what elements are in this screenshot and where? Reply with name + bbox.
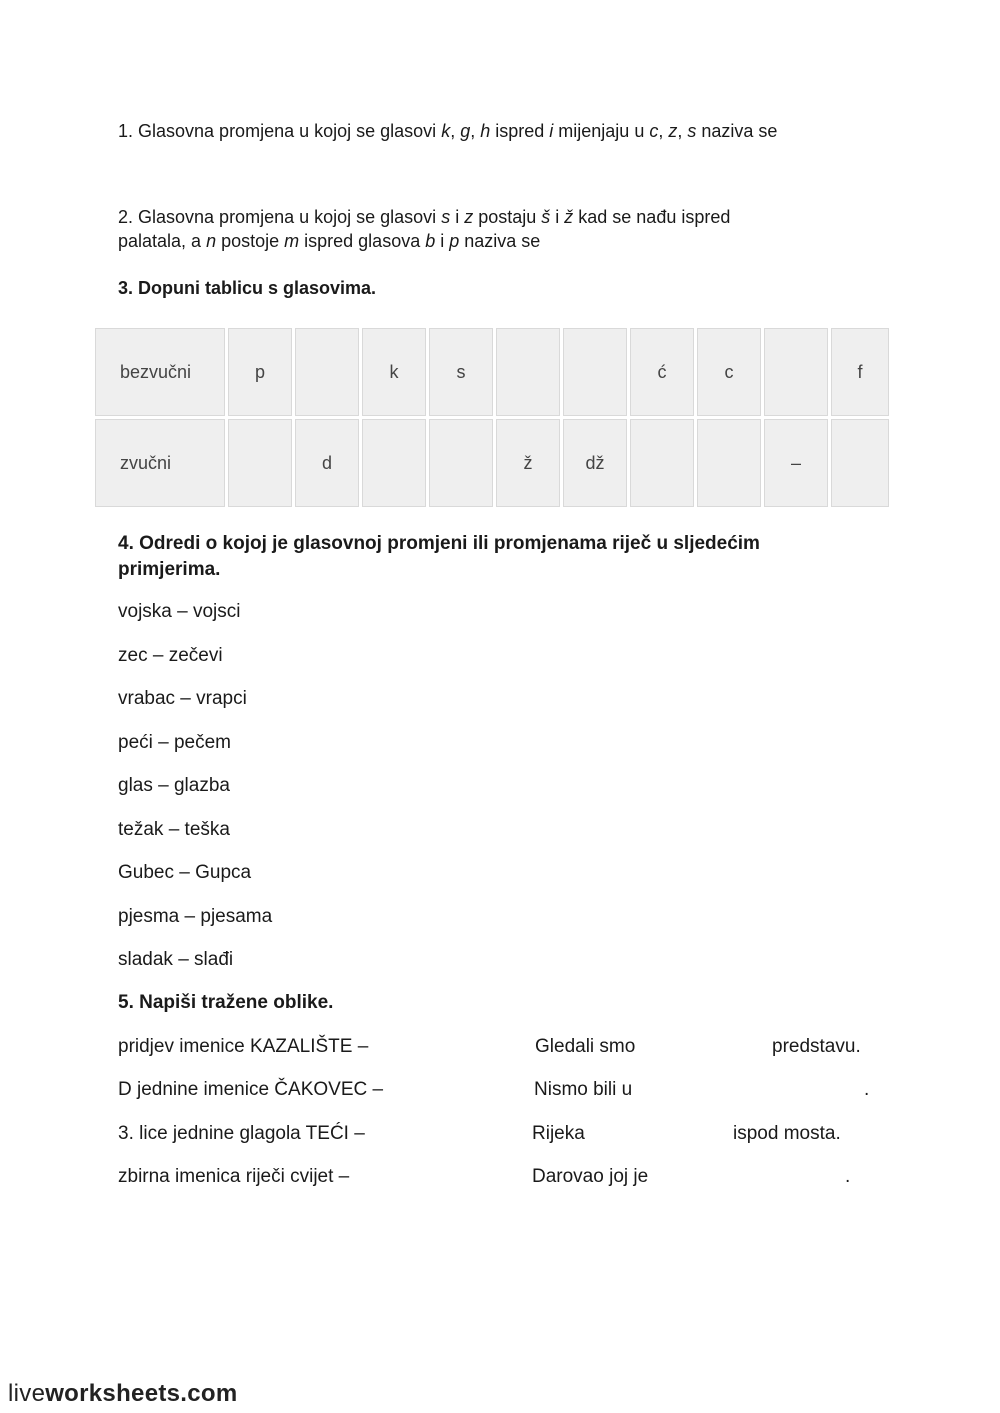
table-cell[interactable] [429, 419, 493, 507]
table-cell[interactable] [496, 328, 560, 416]
question-4-title: 4. Odredi o kojoj je glasovnoj promjeni ili promjenama riječ u sljedećim primjerima. [118, 533, 760, 580]
row-label-voiceless: bezvučni [95, 328, 225, 416]
list-item: peći – pečem [118, 732, 232, 753]
liveworksheets-logo[interactable]: liveworksheets.com [8, 1380, 238, 1407]
task-label: D jednine imenice ČAKOVEC – [118, 1079, 384, 1100]
table-cell[interactable]: dž [563, 419, 627, 507]
sentence-end: predstavu. [772, 1036, 861, 1057]
table-row-voiced [95, 419, 889, 507]
table-cell[interactable] [697, 419, 761, 507]
list-item: pjesma – pjesama [118, 906, 273, 927]
sentence-end: ispod mosta. [733, 1123, 841, 1144]
list-item: Gubec – Gupca [118, 862, 252, 883]
sentence-start: Nismo bili u [534, 1079, 633, 1100]
task-label: 3. lice jednine glagola TEĆI – [118, 1123, 365, 1144]
table-cell[interactable]: – [764, 419, 828, 507]
table-cell[interactable]: ć [630, 328, 694, 416]
table-cell[interactable] [630, 419, 694, 507]
task-label: pridjev imenice KAZALIŠTE – [118, 1036, 369, 1057]
question-5-title: 5. Napiši tražene oblike. [118, 992, 334, 1013]
table-cell[interactable] [831, 419, 889, 507]
table-cell[interactable]: p [228, 328, 292, 416]
table-row-voiceless [95, 328, 889, 416]
sentence-start: Gledali smo [535, 1036, 636, 1057]
question-2-line-2: palatala, a n postoje m ispred glasova b i p naziva se [118, 231, 541, 251]
table-cell[interactable]: d [295, 419, 359, 507]
question-2-line-1: 2. Glasovna promjena u kojoj se glasovi s i z postaju š i ž kad se nađu ispred [118, 207, 731, 227]
table-cell[interactable]: s [429, 328, 493, 416]
sentence-end: . [845, 1166, 851, 1187]
table-cell[interactable]: f [831, 328, 889, 416]
table-cell[interactable] [563, 328, 627, 416]
list-item: zec – zečevi [118, 645, 223, 666]
table-cell[interactable]: c [697, 328, 761, 416]
table-cell[interactable] [228, 419, 292, 507]
table-cell[interactable]: ž [496, 419, 560, 507]
question-2 [118, 205, 730, 253]
sound-table [92, 325, 892, 510]
table-cell[interactable] [362, 419, 426, 507]
row-label-voiced: zvučni [95, 419, 225, 507]
list-item: sladak – slađi [118, 949, 234, 970]
table-cell[interactable]: k [362, 328, 426, 416]
list-item: glas – glazba [118, 775, 230, 796]
sentence-start: Rijeka [532, 1123, 585, 1144]
list-item: vojska – vojsci [118, 601, 241, 622]
sentence-end: . [864, 1079, 870, 1100]
table-cell[interactable] [764, 328, 828, 416]
question-1: 1. Glasovna promjena u kojoj se glasovi k, g, h ispred i mijenjaju u c, z, s naziva se [118, 121, 778, 141]
table-cell[interactable] [295, 328, 359, 416]
question-3-title: 3. Dopuni tablicu s glasovima. [118, 278, 377, 298]
list-item: vrabac – vrapci [118, 688, 247, 709]
list-item: težak – teška [118, 819, 230, 840]
sentence-start: Darovao joj je [532, 1166, 649, 1187]
task-label: zbirna imenica riječi cvijet – [118, 1166, 350, 1187]
